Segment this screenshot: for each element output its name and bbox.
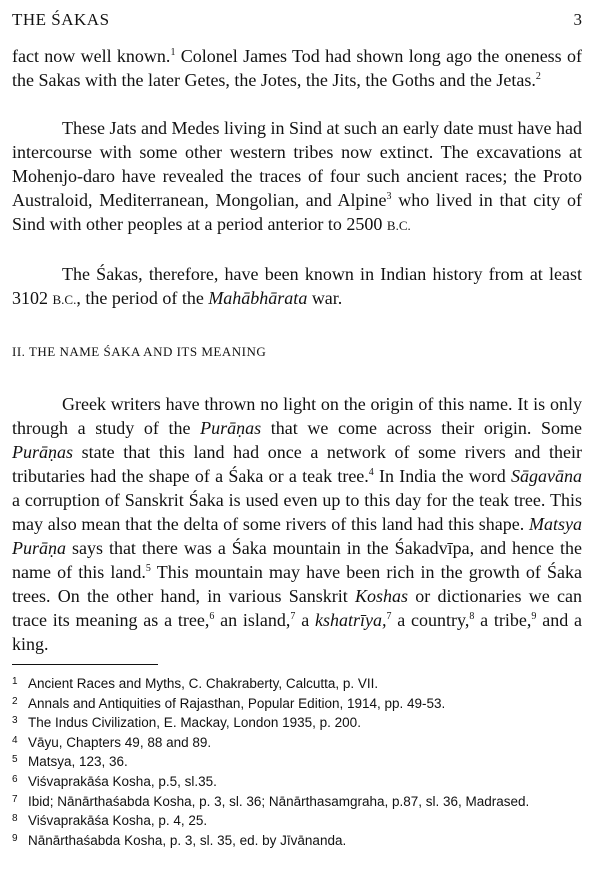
footnote-ref[interactable]: 9	[531, 611, 537, 622]
footnote: 5 Matsya, 123, 36.	[12, 754, 128, 770]
footnote-ref[interactable]: 2	[535, 71, 541, 82]
page-number: 3	[573, 10, 582, 29]
footnote-divider	[12, 664, 158, 665]
footnote-ref[interactable]: 6	[209, 611, 215, 622]
footnote: 9 Nānārthaśabda Kosha, p. 3, sl. 35, ed. by Jīvānanda.	[12, 832, 347, 848]
running-head: THE ŚAKAS	[12, 10, 110, 29]
footnote-ref[interactable]: 8	[469, 611, 475, 622]
footnote-ref[interactable]: 4	[368, 467, 374, 478]
body-text	[12, 44, 582, 656]
footnote: 3 The Indus Civilization, E. Mackay, London 1935, p. 200.	[12, 715, 361, 731]
footnote: 1 Ancient Races and Myths, C. Chakraberty, Calcutta, p. VII.	[12, 676, 379, 691]
footnote-ref[interactable]: 1	[170, 47, 176, 58]
footnote: 6 Viśvaprakāśa Kosha, p.5, sl.35.	[12, 773, 217, 789]
footnote-ref[interactable]: 7	[386, 611, 392, 622]
paragraph-4: Greek writers have thrown no light on the origin of this name. It is only through a study of the Purāṇas that we come across their origin. Some Purāṇas state that this land had once a network of some rivers and their tributaries had the shape of a Śaka or a teak tree.$^4$ In India the word Sāgavāna a corruption of Sanskrit Śaka is used even up to this day for the teak tree. This may also mean that the delta of some rivers of this land had this shape. Matsya Purāṇa says that there was a Śaka mountain in the Śakadvīpa, and hence the name of this land.$^5$ This mountain may have been rich in the growth of Śaka trees. On the other hand, in various Sanskrit Koshas or dictionaries we can trace its meaning as a tree,$^6$ an island,$^7$ a kshatrīya,$^7$ a country,$^8$ a tribe,$^9$ and a king.	[12, 394, 582, 654]
paragraph-3: The Śakas, therefore, have been known in Indian history from at least 3102 B.C., the period of the Mahābhārata war.	[12, 264, 582, 308]
footnote-ref[interactable]: 3	[386, 191, 392, 202]
footnote: 7 Ibid; Nānārthaśabda Kosha, p. 3, sl. 36; Nānārthasamgraha, p.87, sl. 36, Madrased.	[12, 793, 530, 809]
section-heading: II. THE NAME ŚAKA AND ITS MEANING	[12, 344, 267, 359]
page-header	[12, 10, 582, 36]
paragraph-2: These Jats and Medes living in Sind at such an early date must have had intercourse with some other western tribes now extinct. The excavations at Mohenjo-daro have revealed the traces of four such ancient races; the Proto Australoid, Mediterranean, Mongolian, and Alpine$^3$ who lived in that city of Sind with other peoples at a period anterior to 2500 B.C.	[12, 118, 583, 234]
paragraph-1: fact now well known.$^1$ Colonel James Tod had shown long ago the oneness of the Sakas with the later Getes, the Jotes, the Jits, the Goths and the Jetas.$^2$	[12, 46, 583, 90]
footnote-ref[interactable]: 7	[290, 611, 296, 622]
footnotes	[12, 674, 582, 850]
footnote: 4 Vāyu, Chapters 49, 88 and 89.	[12, 734, 212, 750]
footnote-ref[interactable]: 5	[145, 563, 151, 574]
footnote: 2 Annals and Antiquities of Rajasthan, Popular Edition, 1914, pp. 49-53.	[12, 695, 446, 711]
footnote: 8 Viśvaprakāśa Kosha, p. 4, 25.	[12, 813, 208, 829]
